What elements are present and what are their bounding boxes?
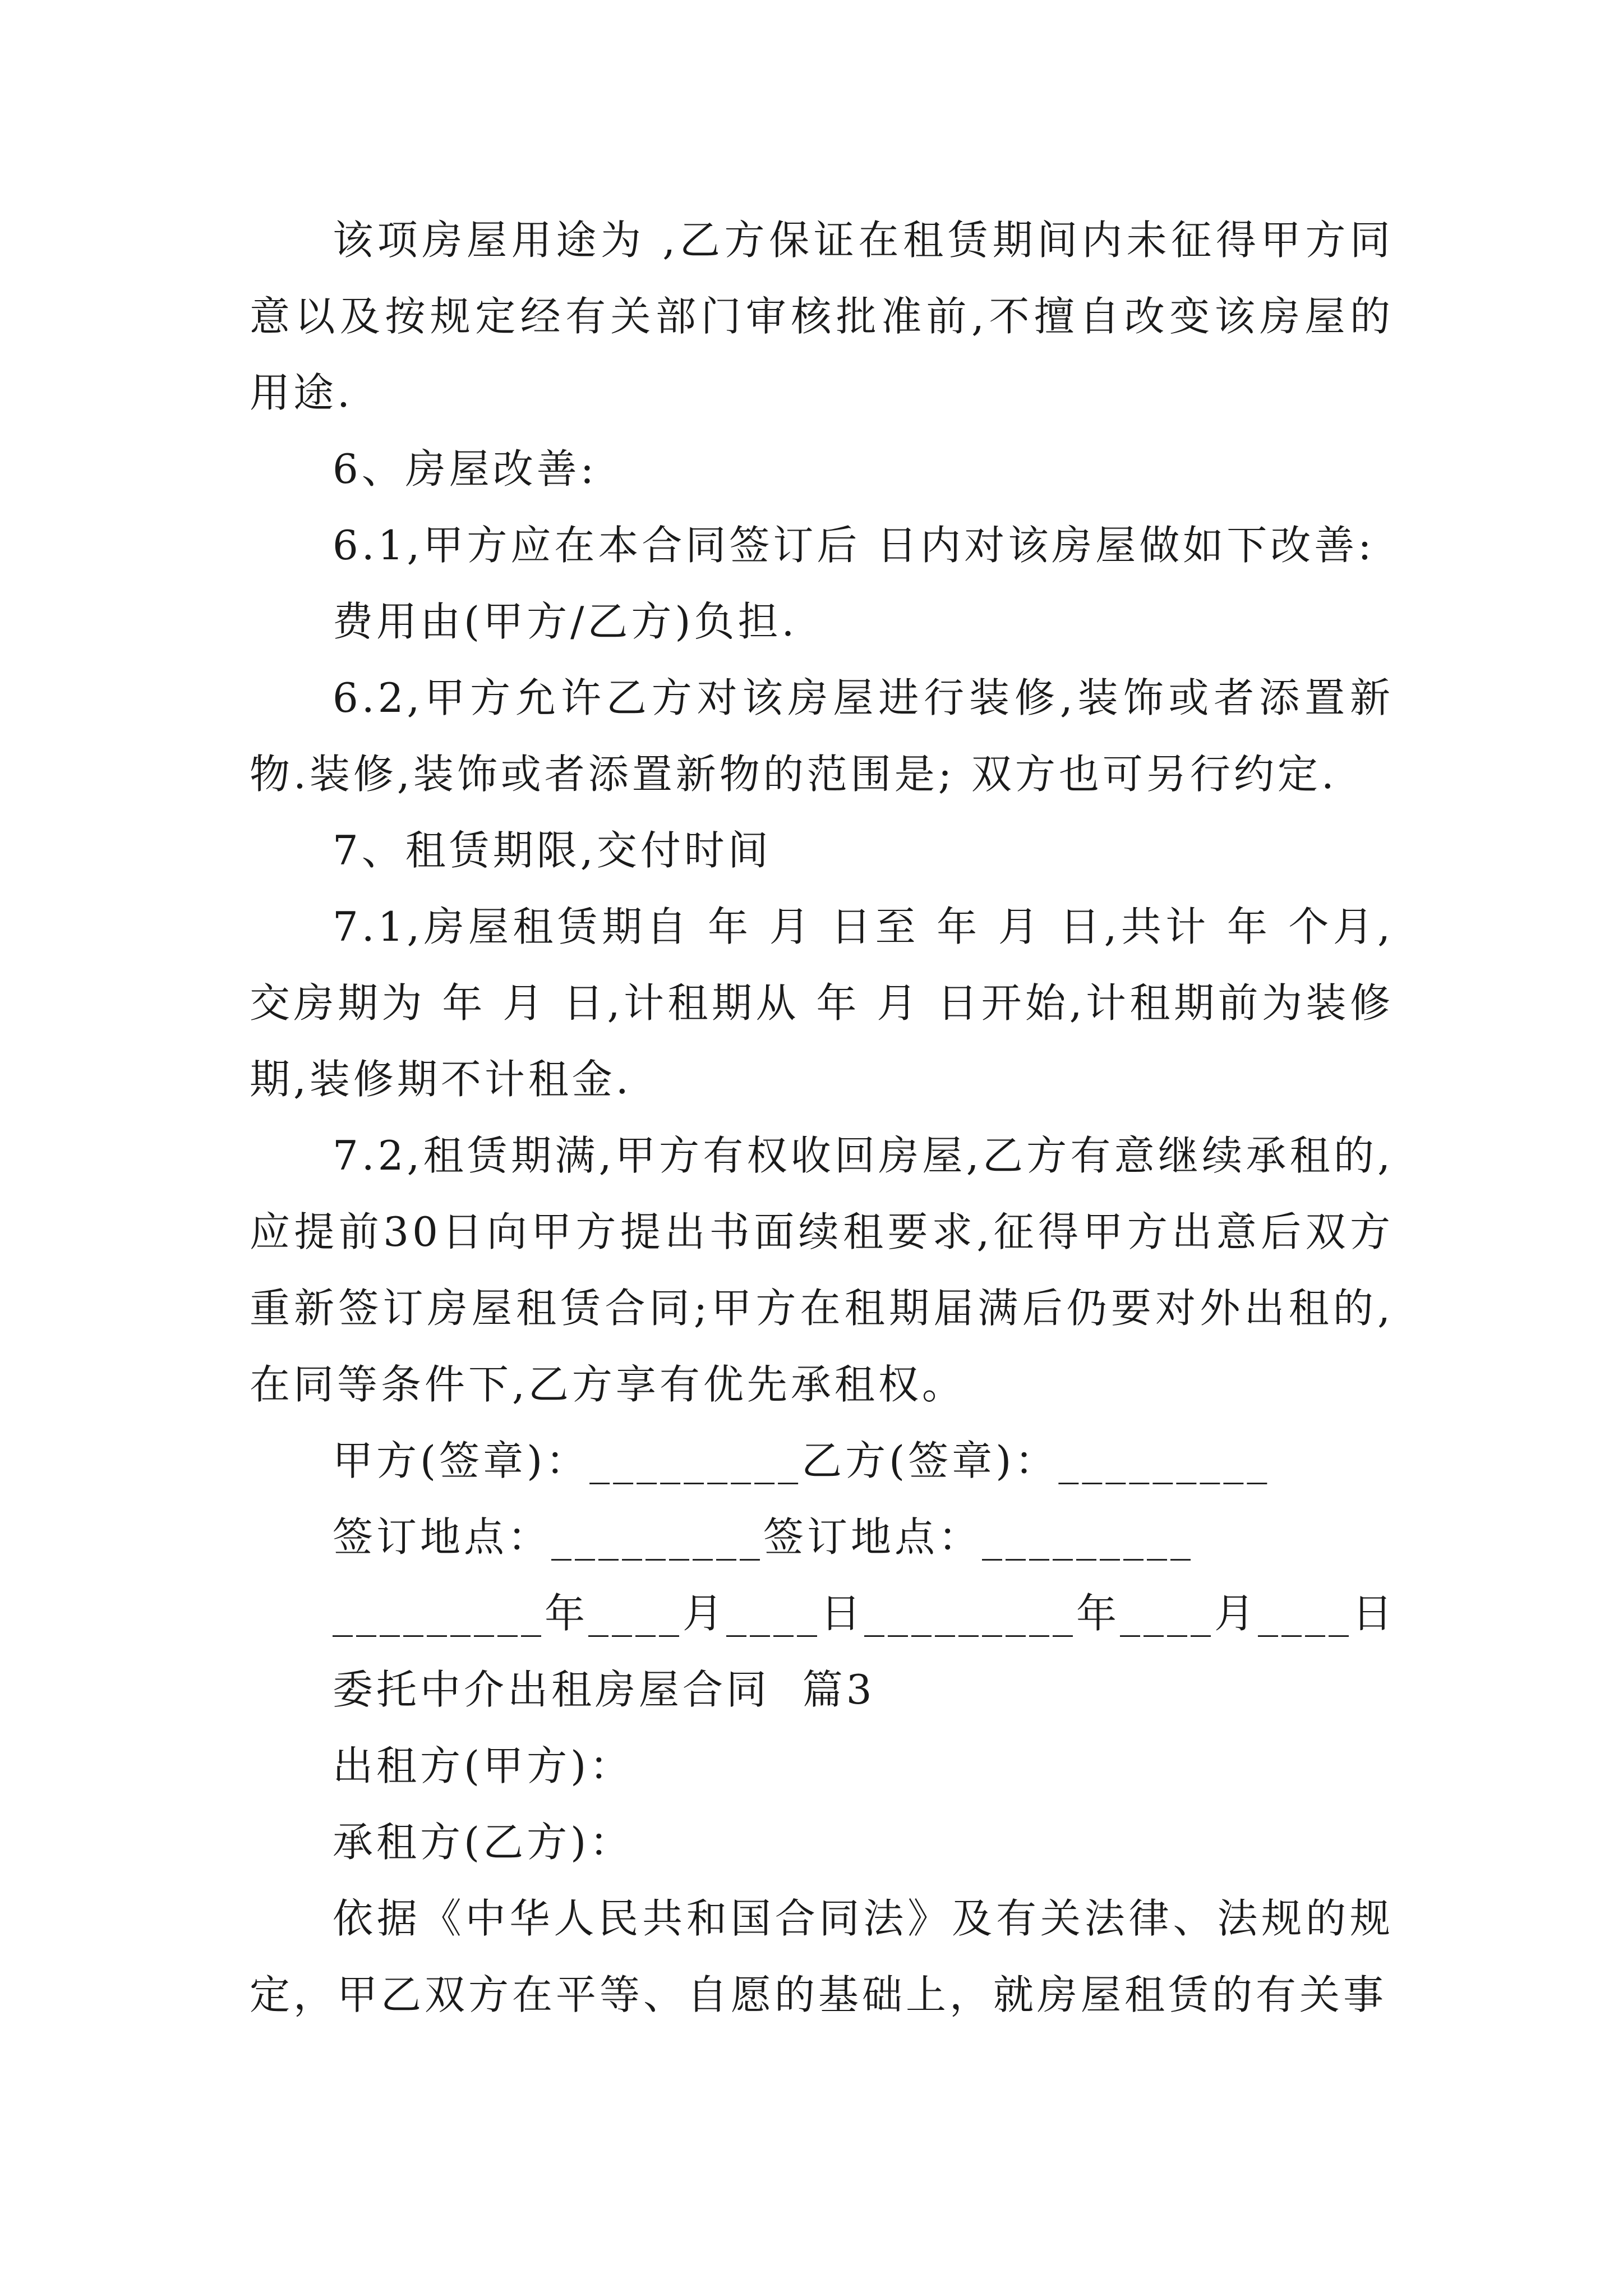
section-title: 委托中介出租房屋合同 篇3 [333, 1666, 875, 1713]
signature-line-date: _________年____月____日_________年____月____日 [333, 1590, 1396, 1637]
contract-text [250, 202, 1394, 2033]
clause-7-1: 7.1,房屋租赁期自 年 月 日至 年 月 日,共计 年 个月,交房期为 年 月 日,计租期从 年 月 日开始,计租期前为装修期,装修期不计租金. [250, 903, 1394, 1103]
clause-7-2: 7.2,租赁期满,甲方有权收回房屋,乙方有意继续承租的,应提前30日向甲方提出书面续租要求,征得甲方出意后双方重新签订房屋租赁合同;甲方在租期届满后仍要对外出租的,在同等条件下,乙方享有优先承租权。 [250, 1132, 1394, 1408]
clause-6-1-cost: 费用由(甲方/乙方)负担. [333, 598, 798, 645]
lessor-label: 出租方(甲方)： [333, 1742, 634, 1789]
clause-6-1: 6.1,甲方应在本合同签订后 日内对该房屋做如下改善: [333, 522, 1375, 569]
paragraph-usage: 该项房屋用途为 ,乙方保证在租赁期间内未征得甲方同意以及按规定经有关部门审核批准前,不擅自改变该房屋的用途. [250, 217, 1394, 416]
heading-lease-term: 7、租赁期限,交付时间 [333, 827, 772, 874]
signature-line-location: 签订地点：_________签订地点：_________ [333, 1513, 1195, 1561]
heading-improvement: 6、房屋改善: [333, 445, 598, 493]
signature-line-parties: 甲方(签章)：_________乙方(签章)：_________ [333, 1437, 1271, 1484]
closing-paragraph: 依据《中华人民共和国合同法》及有关法律、法规的规定，甲乙双方在平等、自愿的基础上，就房屋租赁的有关事 [250, 1895, 1394, 2018]
clause-6-2: 6.2,甲方允许乙方对该房屋进行装修,装饰或者添置新物.装修,装饰或者添置新物的范围是; 双方也可另行约定. [250, 674, 1394, 798]
lessee-label: 承租方(乙方)： [333, 1819, 634, 1866]
